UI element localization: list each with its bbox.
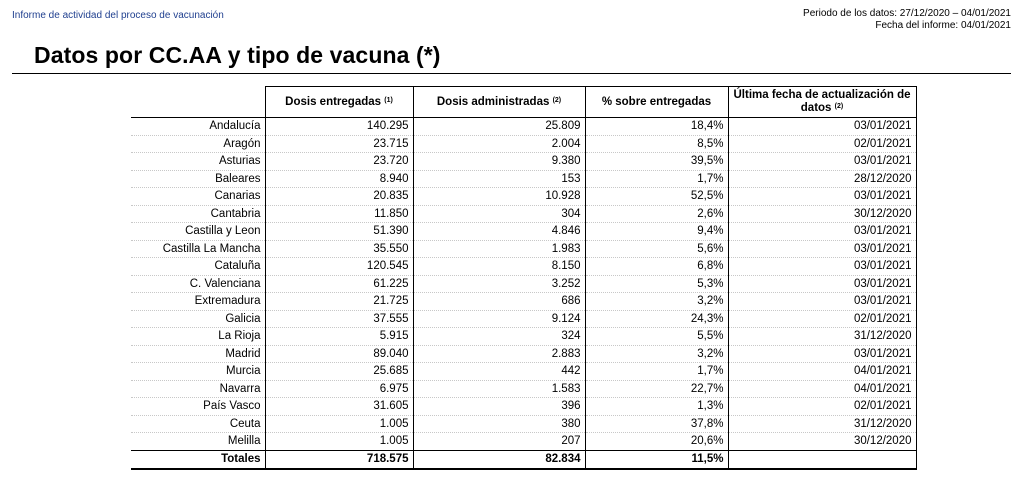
cell-dosis-entregadas: 31.605 xyxy=(265,398,413,416)
cell-dosis-administradas: 396 xyxy=(413,398,585,416)
cell-dosis-entregadas: 1.005 xyxy=(265,433,413,451)
title-divider xyxy=(12,73,1011,74)
table-row xyxy=(131,293,916,311)
cell-porcentaje: 3,2% xyxy=(585,293,728,311)
cell-dosis-administradas: 324 xyxy=(413,328,585,346)
cell-porcentaje: 3,2% xyxy=(585,345,728,363)
table-row xyxy=(131,240,916,258)
cell-porcentaje: 9,4% xyxy=(585,223,728,241)
cell-porcentaje: 1,7% xyxy=(585,363,728,381)
cell-fecha: 03/01/2021 xyxy=(728,118,916,136)
table-body xyxy=(131,118,916,451)
cell-dosis-administradas: 8.150 xyxy=(413,258,585,276)
cell-fecha: 04/01/2021 xyxy=(728,363,916,381)
cell-dosis-administradas: 25.809 xyxy=(413,118,585,136)
cell-region: C. Valenciana xyxy=(131,275,265,293)
table-row xyxy=(131,433,916,451)
cell-fecha: 03/01/2021 xyxy=(728,258,916,276)
column-header-dosis-administradas: Dosis administradas $^{(2)}$ xyxy=(413,87,585,118)
totals-administradas: 82.834 xyxy=(413,450,585,469)
cell-region: Galicia xyxy=(131,310,265,328)
cell-dosis-entregadas: 61.225 xyxy=(265,275,413,293)
cell-dosis-entregadas: 6.975 xyxy=(265,380,413,398)
table-row xyxy=(131,188,916,206)
cell-dosis-entregadas: 35.550 xyxy=(265,240,413,258)
column-header-porcentaje: % sobre entregadas xyxy=(585,87,728,118)
cell-dosis-entregadas: 51.390 xyxy=(265,223,413,241)
cell-dosis-administradas: 1.583 xyxy=(413,380,585,398)
cell-dosis-administradas: 2.883 xyxy=(413,345,585,363)
cell-dosis-administradas: 153 xyxy=(413,170,585,188)
table-row xyxy=(131,345,916,363)
cell-region: Ceuta xyxy=(131,415,265,433)
report-meta xyxy=(803,8,1011,32)
cell-porcentaje: 5,6% xyxy=(585,240,728,258)
table-row xyxy=(131,153,916,171)
cell-region: Baleares xyxy=(131,170,265,188)
cell-fecha: 03/01/2021 xyxy=(728,153,916,171)
totals-porcentaje: 11,5% xyxy=(585,450,728,469)
cell-fecha: 31/12/2020 xyxy=(728,415,916,433)
cell-region: Cantabria xyxy=(131,205,265,223)
cell-fecha: 03/01/2021 xyxy=(728,345,916,363)
column-header-dosis-entregadas: Dosis entregadas $^{(1)}$ xyxy=(265,87,413,118)
cell-region: Aragón xyxy=(131,135,265,153)
cell-dosis-entregadas: 1.005 xyxy=(265,415,413,433)
cell-fecha: 03/01/2021 xyxy=(728,293,916,311)
cell-dosis-administradas: 2.004 xyxy=(413,135,585,153)
cell-region: Canarias xyxy=(131,188,265,206)
cell-region: Melilla xyxy=(131,433,265,451)
cell-dosis-entregadas: 120.545 xyxy=(265,258,413,276)
cell-fecha: 03/01/2021 xyxy=(728,275,916,293)
cell-region: Extremadura xyxy=(131,293,265,311)
cell-fecha: 02/01/2021 xyxy=(728,310,916,328)
cell-region: País Vasco xyxy=(131,398,265,416)
cell-dosis-administradas: 686 xyxy=(413,293,585,311)
table-row xyxy=(131,398,916,416)
cell-porcentaje: 39,5% xyxy=(585,153,728,171)
cell-dosis-entregadas: 21.725 xyxy=(265,293,413,311)
cell-dosis-administradas: 207 xyxy=(413,433,585,451)
table-row xyxy=(131,380,916,398)
table-row xyxy=(131,223,916,241)
table-header-row xyxy=(131,87,916,118)
cell-dosis-administradas: 10.928 xyxy=(413,188,585,206)
cell-porcentaje: 24,3% xyxy=(585,310,728,328)
cell-porcentaje: 22,7% xyxy=(585,380,728,398)
header-corner xyxy=(131,87,265,118)
cell-dosis-administradas: 442 xyxy=(413,363,585,381)
cell-dosis-administradas: 1.983 xyxy=(413,240,585,258)
cell-fecha: 28/12/2020 xyxy=(728,170,916,188)
cell-dosis-administradas: 304 xyxy=(413,205,585,223)
cell-fecha: 02/01/2021 xyxy=(728,135,916,153)
cell-region: La Rioja xyxy=(131,328,265,346)
cell-dosis-entregadas: 5.915 xyxy=(265,328,413,346)
table-row xyxy=(131,205,916,223)
cell-dosis-administradas: 3.252 xyxy=(413,275,585,293)
totals-fecha xyxy=(728,450,916,469)
page-title: Datos por CC.AA y tipo de vacuna (*) xyxy=(34,42,441,68)
report-date: Fecha del informe: 04/01/2021 xyxy=(875,20,1011,31)
cell-region: Castilla La Mancha xyxy=(131,240,265,258)
table-row xyxy=(131,310,916,328)
cell-region: Madrid xyxy=(131,345,265,363)
cell-dosis-entregadas: 11.850 xyxy=(265,205,413,223)
cell-fecha: 30/12/2020 xyxy=(728,433,916,451)
column-header-ultima-fecha: Última fecha de actualización de datos $^{(2)}$ xyxy=(728,87,916,118)
cell-region: Castilla y Leon xyxy=(131,223,265,241)
table-row xyxy=(131,258,916,276)
cell-porcentaje: 2,6% xyxy=(585,205,728,223)
cell-dosis-entregadas: 140.295 xyxy=(265,118,413,136)
table-row xyxy=(131,170,916,188)
cell-region: Navarra xyxy=(131,380,265,398)
totals-entregadas: 718.575 xyxy=(265,450,413,469)
table-row xyxy=(131,328,916,346)
cell-porcentaje: 1,3% xyxy=(585,398,728,416)
cell-dosis-entregadas: 23.715 xyxy=(265,135,413,153)
cell-fecha: 30/12/2020 xyxy=(728,205,916,223)
cell-region: Murcia xyxy=(131,363,265,381)
table-row xyxy=(131,135,916,153)
cell-dosis-entregadas: 37.555 xyxy=(265,310,413,328)
table-row xyxy=(131,118,916,136)
cell-dosis-administradas: 9.124 xyxy=(413,310,585,328)
table-row xyxy=(131,415,916,433)
cell-dosis-entregadas: 20.835 xyxy=(265,188,413,206)
cell-porcentaje: 18,4% xyxy=(585,118,728,136)
cell-porcentaje: 8,5% xyxy=(585,135,728,153)
cell-porcentaje: 6,8% xyxy=(585,258,728,276)
cell-region: Asturias xyxy=(131,153,265,171)
cell-porcentaje: 5,3% xyxy=(585,275,728,293)
report-name: Informe de actividad del proceso de vacunación xyxy=(12,10,224,21)
cell-dosis-entregadas: 89.040 xyxy=(265,345,413,363)
cell-fecha: 03/01/2021 xyxy=(728,240,916,258)
cell-dosis-administradas: 9.380 xyxy=(413,153,585,171)
cell-fecha: 03/01/2021 xyxy=(728,223,916,241)
cell-porcentaje: 52,5% xyxy=(585,188,728,206)
cell-dosis-entregadas: 25.685 xyxy=(265,363,413,381)
cell-dosis-administradas: 380 xyxy=(413,415,585,433)
cell-fecha: 31/12/2020 xyxy=(728,328,916,346)
cell-dosis-entregadas: 23.720 xyxy=(265,153,413,171)
cell-porcentaje: 1,7% xyxy=(585,170,728,188)
totals-label: Totales xyxy=(131,450,265,469)
cell-region: Andalucía xyxy=(131,118,265,136)
vaccination-table xyxy=(131,86,917,470)
cell-dosis-entregadas: 8.940 xyxy=(265,170,413,188)
cell-fecha: 02/01/2021 xyxy=(728,398,916,416)
table-row xyxy=(131,275,916,293)
table-row xyxy=(131,363,916,381)
cell-fecha: 03/01/2021 xyxy=(728,188,916,206)
totals-row xyxy=(131,450,916,469)
cell-porcentaje: 37,8% xyxy=(585,415,728,433)
cell-porcentaje: 20,6% xyxy=(585,433,728,451)
cell-region: Cataluña xyxy=(131,258,265,276)
cell-fecha: 04/01/2021 xyxy=(728,380,916,398)
data-period: Periodo de los datos: 27/12/2020 – 04/01/2021 xyxy=(803,8,1011,19)
cell-porcentaje: 5,5% xyxy=(585,328,728,346)
cell-dosis-administradas: 4.846 xyxy=(413,223,585,241)
